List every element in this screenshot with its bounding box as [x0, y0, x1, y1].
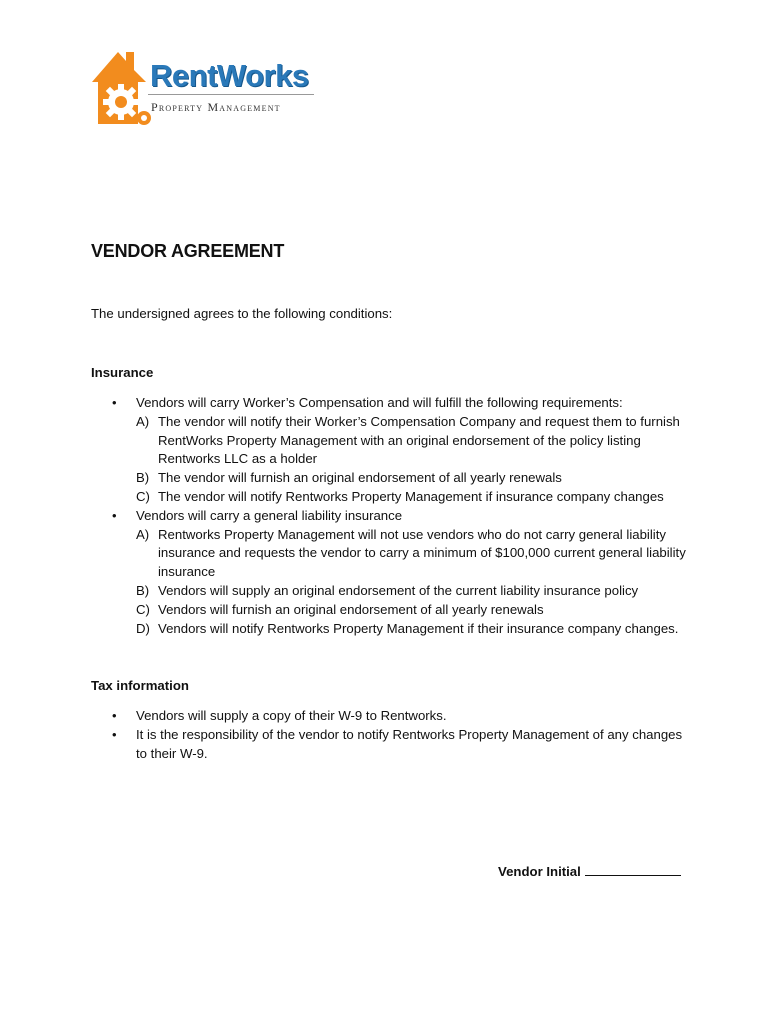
item-text: The vendor will furnish an original endorsement of all yearly renewals [158, 470, 562, 486]
bullet-icon: • [112, 395, 117, 410]
item-marker: A) [136, 526, 150, 542]
bullet-icon: • [112, 507, 117, 523]
bullet-text: Vendors will supply a copy of their W-9 to Rentworks. [136, 708, 447, 723]
list-item [136, 488, 691, 507]
list-item [136, 469, 691, 488]
item-text: The vendor will notify their Worker’s Compensation Company and request them to furnish RentWorks Property Management with an original endorsement of the policy listing Rentworks LLC as a holder [158, 413, 680, 467]
logo-divider [148, 94, 314, 95]
bullet-icon: • [112, 726, 117, 742]
vendor-initial-line[interactable] [585, 862, 681, 876]
document-title: VENDOR AGREEMENT [91, 241, 285, 261]
item-text: The vendor will notify Rentworks Property Management if insurance company changes [158, 488, 664, 504]
list-item [136, 582, 691, 601]
list-item [91, 507, 691, 639]
vendor-initial-label: Vendor Initial [498, 864, 581, 879]
item-marker: D) [136, 620, 150, 636]
logo-name: RentWorks [150, 58, 309, 93]
company-logo [88, 44, 328, 130]
item-text: Rentworks Property Management will not use vendors who do not carry general liability insurance and requests the vendor to carry a minimum of $100,000 current general liability insurance [158, 526, 686, 580]
item-marker: C) [136, 601, 150, 617]
sub-list [136, 526, 691, 639]
item-text: Vendors will supply an original endorsement of the current liability insurance policy [158, 582, 639, 598]
intro-text: The undersigned agrees to the following conditions: [91, 306, 393, 321]
list-item [136, 620, 691, 639]
bullet-text: It is the responsibility of the vendor to notify Rentworks Property Management of any changes to their W-9. [136, 726, 683, 761]
list-item [136, 413, 691, 469]
list-item [136, 526, 691, 582]
bullet-icon: • [112, 708, 117, 723]
house-gear-icon [88, 44, 152, 130]
item-text: Vendors will notify Rentworks Property Management if their insurance company changes. [158, 620, 679, 636]
item-marker: B) [136, 470, 150, 486]
item-marker: B) [136, 582, 150, 598]
vendor-initial [498, 862, 681, 879]
sub-list [136, 413, 691, 507]
logo-tagline: Property Management [151, 100, 281, 114]
list-item [91, 726, 691, 764]
bullet-text: Vendors will carry a general liability insurance [136, 507, 403, 523]
tax-list [91, 707, 691, 763]
tax-heading: Tax information [91, 678, 189, 693]
list-item [91, 394, 691, 507]
insurance-list [91, 394, 691, 638]
item-marker: A) [136, 413, 150, 429]
list-item [136, 601, 691, 620]
item-text: Vendors will furnish an original endorsement of all yearly renewals [158, 601, 544, 617]
list-item [91, 707, 691, 726]
insurance-heading: Insurance [91, 365, 154, 380]
item-marker: C) [136, 488, 150, 504]
bullet-text: Vendors will carry Worker’s Compensation and will fulfill the following requirements: [136, 395, 623, 410]
